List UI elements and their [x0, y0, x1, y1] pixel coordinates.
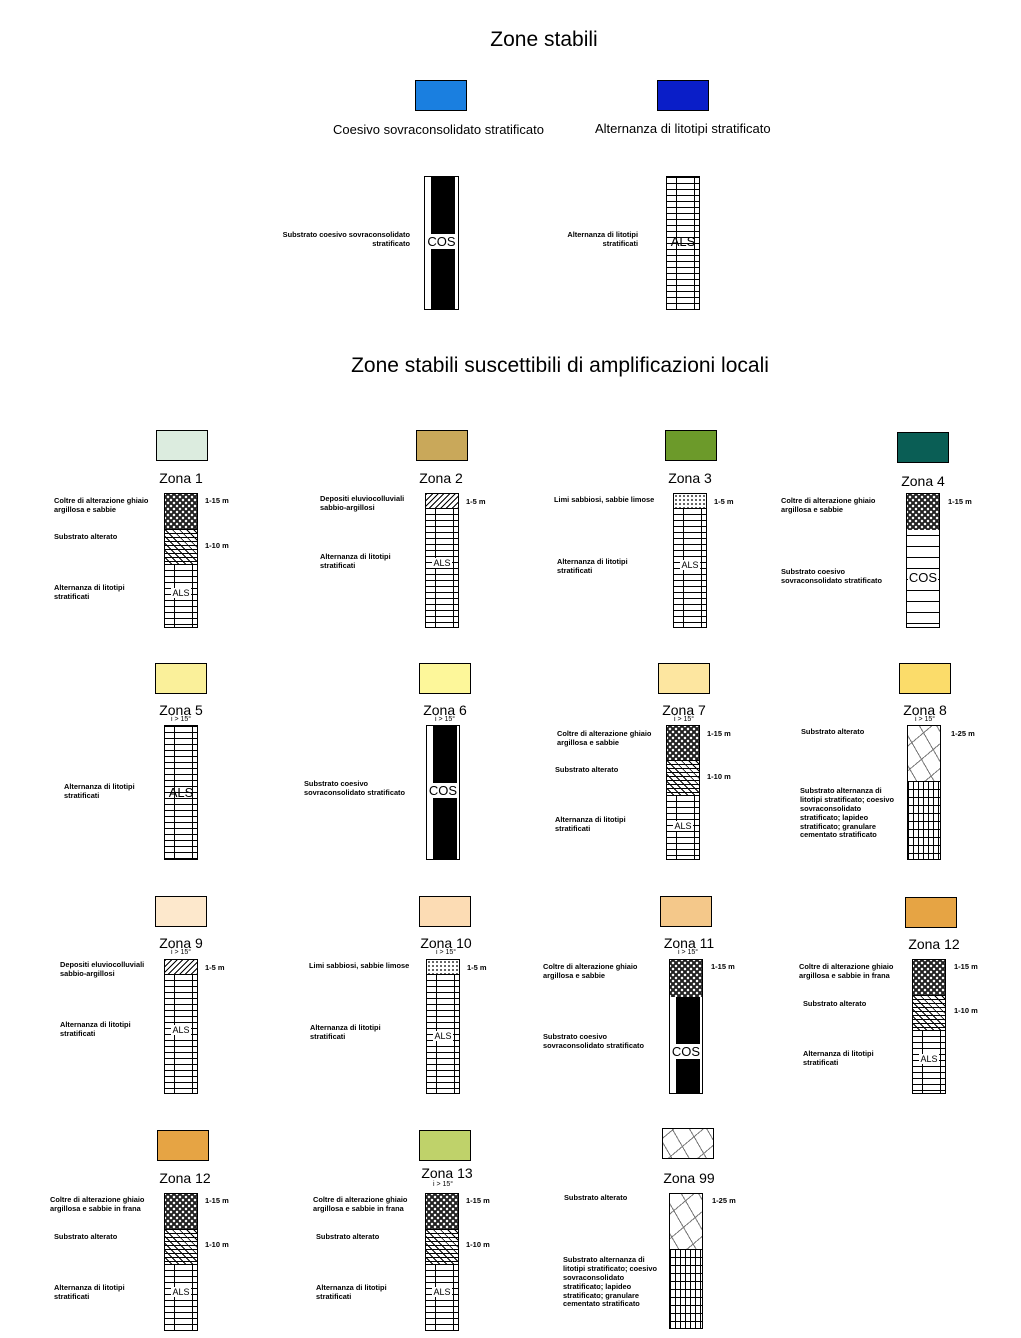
label-coltre-frana: Coltre di alterazione ghiaio argillosa e sabbie in frana — [313, 1195, 408, 1213]
label-depositi: Depositi eluviocolluviali sabbio-argillosi — [60, 960, 145, 978]
code-als: ALS — [670, 234, 696, 249]
column-zona-10 — [426, 959, 460, 1094]
section-title-amplification: Zone stabili suscettibili di amplificazioni locali — [351, 354, 769, 377]
label-alterato: Substrato alterato — [54, 1232, 118, 1241]
zone-name-99: Zona 99 — [663, 1170, 715, 1186]
code-als: ALS — [433, 558, 451, 568]
range-middle: 1-10 m — [205, 1240, 229, 1249]
label-alterato: Substrato alterato — [54, 532, 118, 541]
label-alterato: Substrato alterato — [801, 727, 865, 736]
swatch-zona-3 — [665, 430, 717, 461]
range-top: 1-15 m — [707, 729, 731, 738]
range-top: 1-15 m — [948, 497, 972, 506]
swatch-zona-7 — [658, 663, 710, 694]
inclination-label: i > 15° — [673, 716, 695, 723]
label-alterato: Substrato alterato — [555, 765, 619, 774]
label-coltre: Coltre di alterazione ghiaio argillosa e sabbie — [781, 496, 876, 514]
swatch-zona-9 — [155, 896, 207, 927]
column-zona-11 — [669, 959, 703, 1094]
inclination-label: i > 15° — [914, 716, 936, 723]
label-cos: Substrato coesivo sovraconsolidato stratificato — [781, 567, 883, 585]
column-zona-5 — [164, 725, 198, 860]
column-zona-4 — [906, 493, 940, 628]
zone-name-7: Zona 7 — [662, 702, 706, 718]
zone-name-11: Zona 11 — [663, 935, 715, 951]
label-als: Alternanza di litotipi stratificati — [310, 1023, 381, 1041]
swatch-zona-5 — [155, 663, 207, 694]
zone-name-12: Zona 12 — [908, 936, 960, 952]
label-als: Alternanza di litotipi stratificati — [54, 583, 125, 601]
swatch-zona-99 — [662, 1128, 714, 1159]
zone-name-2: Zona 2 — [419, 470, 463, 486]
label-stable-cos: Substrato coesivo sovraconsolidato stratificato — [282, 230, 410, 248]
code-cos: COS — [428, 783, 458, 798]
label-als: Alternanza di litotipi stratificati — [64, 782, 135, 800]
code-als: ALS — [433, 1287, 451, 1297]
column-zona-2 — [425, 493, 459, 628]
zone-name-6: Zona 6 — [423, 702, 467, 718]
column-stable-cos — [424, 176, 459, 310]
label-stable-als: Alternanza di litotipi stratificati — [567, 230, 638, 248]
range-top: 1-15 m — [205, 496, 229, 505]
zone-name-5: Zona 5 — [159, 702, 203, 718]
column-zona-8 — [907, 725, 941, 860]
range-top: 1-15 m — [466, 1196, 490, 1205]
swatch-zona-11 — [660, 896, 712, 927]
swatch-zona-12 — [905, 897, 957, 928]
code-als: ALS — [674, 821, 692, 831]
swatch-zona-2 — [416, 430, 468, 461]
label-alterato: Substrato alterato — [803, 999, 867, 1008]
range-top: 1-15 m — [954, 962, 978, 971]
column-zona-3 — [673, 493, 707, 628]
inclination-label: i > 15° — [432, 1181, 454, 1188]
inclination-label: i > 15° — [170, 716, 192, 723]
column-zona-12 — [912, 959, 946, 1094]
label-alterato: Substrato alterato — [564, 1193, 628, 1202]
code-als: ALS — [172, 1287, 190, 1297]
zone-name-9: Zona 9 — [159, 935, 203, 951]
code-als: ALS — [434, 1031, 452, 1041]
zone-name-10: Zona 10 — [420, 935, 472, 951]
label-als: Alternanza di litotipi stratificati — [60, 1020, 131, 1038]
range-top: 1-5 m — [466, 497, 486, 506]
swatch-cos — [415, 80, 467, 111]
label-misto: Substrato alternanza di litotipi stratificato; coesivo sovraconsolidato stratificato; lapideo stratificato; granulare cementato stratificato — [563, 1255, 658, 1309]
code-als: ALS — [172, 588, 190, 598]
inclination-label: i > 15° — [435, 949, 457, 956]
range-top: 1-5 m — [205, 963, 225, 972]
label-als: Alternanza di litotipi stratificati — [54, 1283, 125, 1301]
label-coltre-frana: Coltre di alterazione ghiaio argillosa e sabbie in frana — [50, 1195, 145, 1213]
caption-als: Alternanza di litotipi stratificato — [595, 121, 771, 136]
code-cos: COS — [908, 570, 938, 585]
label-als: Alternanza di litotipi stratificati — [557, 557, 628, 575]
code-als: ALS — [920, 1054, 938, 1064]
range-top: 1-15 m — [205, 1196, 229, 1205]
code-als: ALS — [172, 1025, 190, 1035]
zone-name-3: Zona 3 — [668, 470, 712, 486]
swatch-zona-6 — [419, 663, 471, 694]
label-als: Alternanza di litotipi stratificati — [803, 1049, 874, 1067]
label-limi: Limi sabbiosi, sabbie limose — [554, 495, 655, 504]
range-middle: 1-10 m — [707, 772, 731, 781]
code-als: ALS — [168, 785, 194, 800]
column-stable-als — [666, 176, 700, 310]
range-middle: 1-10 m — [466, 1240, 490, 1249]
range-middle: 1-10 m — [205, 541, 229, 550]
column-zona-12b — [164, 1193, 198, 1331]
label-coltre-frana: Coltre di alterazione ghiaio argillosa e sabbie in frana — [799, 962, 894, 980]
swatch-zona-13 — [419, 1130, 471, 1161]
inclination-label: i > 15° — [170, 949, 192, 956]
label-cos: Substrato coesivo sovraconsolidato stratificato — [304, 779, 406, 797]
column-zona-13 — [425, 1193, 459, 1331]
range-top: 1-5 m — [714, 497, 734, 506]
swatch-zona-8 — [899, 663, 951, 694]
swatch-zona-4 — [897, 432, 949, 463]
label-coltre: Coltre di alterazione ghiaio argillosa e sabbie — [557, 729, 652, 747]
caption-cos: Coesivo sovraconsolidato stratificato — [333, 122, 544, 137]
column-zona-6 — [426, 725, 460, 860]
range-middle: 1-10 m — [954, 1006, 978, 1015]
range-top: 1-25 m — [951, 729, 975, 738]
range-top: 1-25 m — [712, 1196, 736, 1205]
label-alterato: Substrato alterato — [316, 1232, 380, 1241]
zone-name-12b: Zona 12 — [159, 1170, 211, 1186]
column-zona-7 — [666, 725, 700, 860]
zone-name-1: Zona 1 — [159, 470, 203, 486]
label-misto: Substrato alternanza di litotipi stratificato; coesivo sovraconsolidato stratificato; lapideo stratificato; granulare cementato stratificato — [800, 786, 895, 840]
label-coltre: Coltre di alterazione ghiaio argillosa e sabbie — [543, 962, 638, 980]
section-title-stable: Zone stabili — [490, 28, 598, 51]
swatch-als — [657, 80, 709, 111]
swatch-zona-1 — [156, 430, 208, 461]
label-als: Alternanza di litotipi stratificati — [316, 1283, 387, 1301]
zone-name-13: Zona 13 — [421, 1165, 473, 1181]
label-als: Alternanza di litotipi stratificati — [555, 815, 626, 833]
column-zona-9 — [164, 959, 198, 1094]
code-als: ALS — [681, 560, 699, 570]
label-limi: Limi sabbiosi, sabbie limose — [309, 961, 410, 970]
zone-name-8: Zona 8 — [903, 702, 947, 718]
column-zona-99 — [669, 1193, 703, 1329]
label-coltre: Coltre di alterazione ghiaio argillosa e sabbie — [54, 496, 149, 514]
code-cos: COS — [671, 1044, 701, 1059]
zone-name-4: Zona 4 — [901, 473, 945, 489]
inclination-label: i > 15° — [434, 716, 456, 723]
inclination-label: i > 15° — [677, 949, 699, 956]
range-top: 1-5 m — [467, 963, 487, 972]
range-top: 1-15 m — [711, 962, 735, 971]
code-cos: COS — [427, 234, 456, 249]
label-depositi: Depositi eluviocolluviali sabbio-argillosi — [320, 494, 405, 512]
swatch-zona-12b — [157, 1130, 209, 1161]
column-zona-1 — [164, 493, 198, 628]
label-als: Alternanza di litotipi stratificati — [320, 552, 391, 570]
label-cos: Substrato coesivo sovraconsolidato stratificato — [543, 1032, 645, 1050]
swatch-zona-10 — [419, 896, 471, 927]
